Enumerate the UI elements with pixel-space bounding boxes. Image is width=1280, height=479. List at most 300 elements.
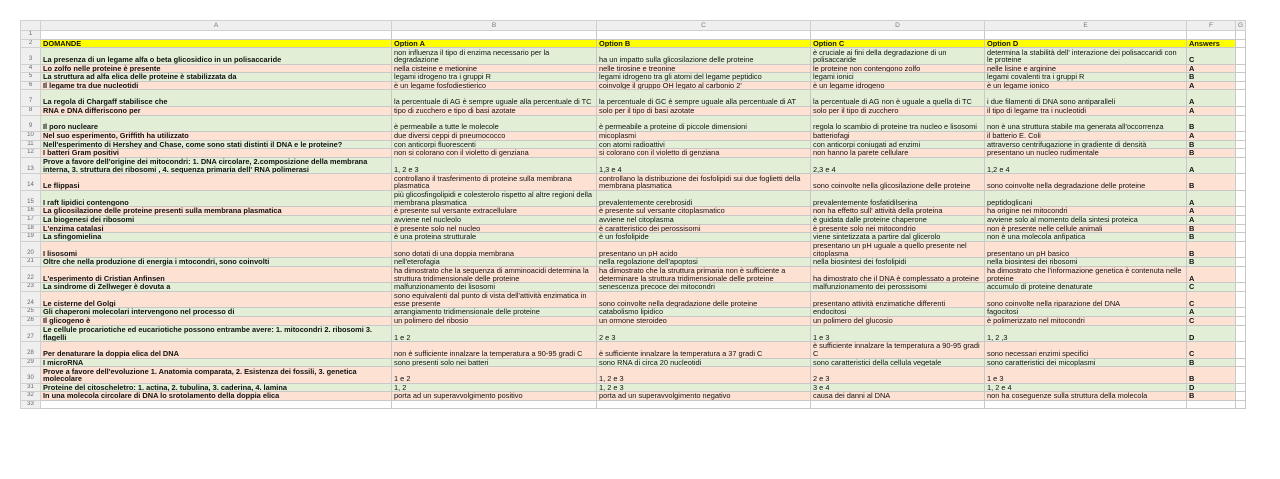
question-cell[interactable]: Le flippasi bbox=[41, 174, 392, 191]
option-d-cell[interactable]: è polimerizzato nel mitocondri bbox=[985, 317, 1187, 326]
option-c-cell[interactable]: un polimero del glucosio bbox=[811, 317, 985, 326]
cell[interactable] bbox=[1236, 115, 1246, 132]
cell[interactable] bbox=[1236, 149, 1246, 158]
question-cell[interactable]: Prove a favore dell'evoluzione 1. Anatomia comparata, 2. Esistenza dei fossili, 3. genetica molecolare bbox=[41, 367, 392, 384]
option-d-cell[interactable]: fagocitosi bbox=[985, 308, 1187, 317]
answer-cell[interactable]: D bbox=[1187, 383, 1236, 392]
option-b-cell[interactable]: coinvolge il gruppo OH legato al carbonio 2' bbox=[597, 81, 811, 90]
option-a-cell[interactable]: sono dotati di una doppia membrana bbox=[392, 241, 597, 258]
option-c-cell[interactable]: presentano un pH uguale a quello presente nel citoplasma bbox=[811, 241, 985, 258]
column-header-f[interactable]: F bbox=[1187, 21, 1236, 31]
option-b-cell[interactable]: si colorano con il violetto di genziana bbox=[597, 149, 811, 158]
cell[interactable] bbox=[392, 31, 597, 40]
option-d-cell[interactable]: 1, 2 e 4 bbox=[985, 383, 1187, 392]
answer-cell[interactable]: A bbox=[1187, 207, 1236, 216]
option-d-cell[interactable]: nella biosintesi dei ribosomi bbox=[985, 258, 1187, 267]
row-number[interactable]: 16 bbox=[21, 207, 41, 216]
option-b-cell[interactable]: 1,3 e 4 bbox=[597, 157, 811, 174]
option-d-cell[interactable]: legami covalenti tra i gruppi R bbox=[985, 73, 1187, 82]
table-row bbox=[21, 317, 1246, 326]
option-b-cell[interactable]: avviene nel citoplasma bbox=[597, 215, 811, 224]
question-cell[interactable]: Nel suo esperimento, Griffith ha utilizzato bbox=[41, 132, 392, 141]
table-row bbox=[21, 157, 1246, 174]
cell[interactable] bbox=[811, 400, 985, 409]
row-number[interactable]: 8 bbox=[21, 106, 41, 115]
option-b-cell[interactable]: legami idrogeno tra gli atomi del legame peptidico bbox=[597, 73, 811, 82]
row-number[interactable]: 11 bbox=[21, 140, 41, 149]
option-d-cell[interactable]: sono coinvolte nella riparazione del DNA bbox=[985, 291, 1187, 308]
option-d-cell[interactable]: sono necessari enzimi specifici bbox=[985, 342, 1187, 359]
question-cell[interactable]: Nell'esperimento di Hershey and Chase, come sono stati distinti il DNA e le proteine? bbox=[41, 140, 392, 149]
table-row bbox=[21, 400, 1246, 409]
option-b-cell[interactable]: sono coinvolte nella degradazione delle proteine bbox=[597, 291, 811, 308]
option-a-cell[interactable]: avviene nel nucleolo bbox=[392, 215, 597, 224]
cell[interactable] bbox=[1236, 325, 1246, 342]
cell[interactable] bbox=[41, 31, 392, 40]
option-d-cell[interactable]: peptidoglicani bbox=[985, 190, 1187, 207]
question-cell[interactable]: La presenza di un legame alfa o beta glicosidico in un polisaccaride bbox=[41, 48, 392, 65]
option-d-cell[interactable]: ha origine nei mitocondri bbox=[985, 207, 1187, 216]
question-cell[interactable]: La struttura ad alfa elica delle proteine è stabilizzata da bbox=[41, 73, 392, 82]
option-a-cell[interactable]: arrangiamento tridimensionale delle proteine bbox=[392, 308, 597, 317]
column-header-c[interactable]: C bbox=[597, 21, 811, 31]
cell[interactable] bbox=[1236, 383, 1246, 392]
option-a-cell[interactable]: 1 e 2 bbox=[392, 367, 597, 384]
answer-cell[interactable]: C bbox=[1187, 342, 1236, 359]
option-a-cell[interactable]: 1, 2 bbox=[392, 383, 597, 392]
table-row bbox=[21, 207, 1246, 216]
cell[interactable] bbox=[1236, 400, 1246, 409]
cell[interactable] bbox=[1236, 241, 1246, 258]
option-a-cell[interactable]: tipo di zucchero e tipo di basi azotate bbox=[392, 106, 597, 115]
option-a-cell[interactable]: controllano il trasferimento di proteine sulla membrana plasmatica bbox=[392, 174, 597, 191]
answer-cell[interactable]: A bbox=[1187, 64, 1236, 73]
row-number[interactable]: 24 bbox=[21, 291, 41, 308]
answer-cell[interactable]: B bbox=[1187, 233, 1236, 242]
cell[interactable] bbox=[1236, 140, 1246, 149]
cell[interactable] bbox=[1236, 157, 1246, 174]
option-c-cell[interactable]: presentano attività enzimatiche differenti bbox=[811, 291, 985, 308]
cell[interactable] bbox=[1236, 39, 1246, 48]
option-c-cell[interactable]: causa dei danni al DNA bbox=[811, 392, 985, 401]
option-c-cell[interactable]: è un legame idrogeno bbox=[811, 81, 985, 90]
row-number[interactable]: 25 bbox=[21, 308, 41, 317]
table-row bbox=[21, 174, 1246, 191]
option-c-cell[interactable]: è guidata dalle proteine chaperone bbox=[811, 215, 985, 224]
row-number[interactable]: 13 bbox=[21, 157, 41, 174]
answer-cell[interactable]: D bbox=[1187, 325, 1236, 342]
option-c-cell[interactable]: ha dimostrato che il DNA è complessato a proteine bbox=[811, 266, 985, 283]
row-number[interactable]: 27 bbox=[21, 325, 41, 342]
cell[interactable] bbox=[985, 400, 1187, 409]
cell[interactable] bbox=[1236, 392, 1246, 401]
cell[interactable] bbox=[392, 400, 597, 409]
option-a-cell[interactable]: 1 e 2 bbox=[392, 325, 597, 342]
table-row bbox=[21, 241, 1246, 258]
question-cell[interactable]: Il glicogeno è bbox=[41, 317, 392, 326]
table-row bbox=[21, 392, 1246, 401]
answer-cell[interactable]: B bbox=[1187, 224, 1236, 233]
cell[interactable] bbox=[1236, 233, 1246, 242]
question-cell[interactable]: La regola di Chargaff stabilisce che bbox=[41, 90, 392, 107]
header-option-c-cell[interactable]: Option C bbox=[811, 39, 985, 48]
row-number[interactable]: 17 bbox=[21, 215, 41, 224]
option-d-cell[interactable]: è un legame ionico bbox=[985, 81, 1187, 90]
question-cell[interactable]: I raft lipidici contengono bbox=[41, 190, 392, 207]
row-number[interactable]: 33 bbox=[21, 400, 41, 409]
option-d-cell[interactable]: 1, 2 ,3 bbox=[985, 325, 1187, 342]
table-row bbox=[21, 81, 1246, 90]
option-b-cell[interactable]: un ormone steroideo bbox=[597, 317, 811, 326]
question-cell[interactable]: Proteine del citoscheletro: 1. actina, 2. tubulina, 3. caderina, 4. lamina bbox=[41, 383, 392, 392]
cell[interactable] bbox=[1236, 283, 1246, 292]
option-c-cell[interactable]: sono coinvolte nella glicosilazione delle proteine bbox=[811, 174, 985, 191]
option-b-cell[interactable]: porta ad un superavvolgimento negativo bbox=[597, 392, 811, 401]
option-b-cell[interactable]: catabolismo lipidico bbox=[597, 308, 811, 317]
cell[interactable] bbox=[985, 31, 1187, 40]
cell[interactable] bbox=[1236, 207, 1246, 216]
option-b-cell[interactable]: nelle tirosine e treonine bbox=[597, 64, 811, 73]
cell[interactable] bbox=[1187, 400, 1236, 409]
cell[interactable] bbox=[1236, 190, 1246, 207]
cell[interactable] bbox=[1236, 64, 1246, 73]
option-c-cell[interactable]: sono caratteristici della cellula vegetale bbox=[811, 358, 985, 367]
option-d-cell[interactable]: ha dimostrato che l'informazione genetica è contenuta nelle proteine bbox=[985, 266, 1187, 283]
option-b-cell[interactable]: è presente sul versante citoplasmatico bbox=[597, 207, 811, 216]
row-number[interactable]: 30 bbox=[21, 367, 41, 384]
cell[interactable] bbox=[1236, 224, 1246, 233]
header-option-d-cell[interactable]: Option D bbox=[985, 39, 1187, 48]
option-c-cell[interactable]: viene sintetizzata a partire dal glicerolo bbox=[811, 233, 985, 242]
table-row bbox=[21, 367, 1246, 384]
cell[interactable] bbox=[41, 400, 392, 409]
option-b-cell[interactable]: la percentuale di GC è sempre uguale alla percentuale di AT bbox=[597, 90, 811, 107]
table-row bbox=[21, 73, 1246, 82]
row-number[interactable]: 1 bbox=[21, 31, 41, 40]
row-number[interactable]: 4 bbox=[21, 64, 41, 73]
row-number[interactable]: 10 bbox=[21, 132, 41, 141]
option-b-cell[interactable]: 1, 2 e 3 bbox=[597, 367, 811, 384]
cell[interactable] bbox=[597, 31, 811, 40]
table-row bbox=[21, 149, 1246, 158]
question-cell[interactable]: Per denaturare la doppia elica del DNA bbox=[41, 342, 392, 359]
table-row bbox=[21, 106, 1246, 115]
column-header-g[interactable]: G bbox=[1236, 21, 1246, 31]
option-c-cell[interactable]: è cruciale ai fini della degradazione di un polisaccaride bbox=[811, 48, 985, 65]
option-c-cell[interactable]: 1 e 3 bbox=[811, 325, 985, 342]
option-c-cell[interactable]: non ha effetto sull' attività della proteina bbox=[811, 207, 985, 216]
option-a-cell[interactable]: la percentuale di AG è sempre uguale alla percentuale di TC bbox=[392, 90, 597, 107]
option-a-cell[interactable]: più glicosfingolipidi e colesterolo rispetto al altre regioni della membrana plasmatica bbox=[392, 190, 597, 207]
option-a-cell[interactable]: non influenza il tipo di enzima necessario per la degradazione bbox=[392, 48, 597, 65]
option-c-cell[interactable]: con anticorpi coniugati ad enzimi bbox=[811, 140, 985, 149]
table-row bbox=[21, 64, 1246, 73]
row-number[interactable]: 23 bbox=[21, 283, 41, 292]
option-d-cell[interactable]: non è presente nelle cellule animali bbox=[985, 224, 1187, 233]
question-cell[interactable]: I batteri Gram positivi bbox=[41, 149, 392, 158]
table-row bbox=[21, 358, 1246, 367]
header-option-b-cell[interactable]: Option B bbox=[597, 39, 811, 48]
option-d-cell[interactable]: presentano un nucleo rudimentale bbox=[985, 149, 1187, 158]
cell[interactable] bbox=[1236, 81, 1246, 90]
answer-cell[interactable]: C bbox=[1187, 317, 1236, 326]
option-b-cell[interactable]: 2 e 3 bbox=[597, 325, 811, 342]
cell[interactable] bbox=[1236, 215, 1246, 224]
option-a-cell[interactable]: due diversi ceppi di pneumococco bbox=[392, 132, 597, 141]
option-c-cell[interactable]: batteriofagi bbox=[811, 132, 985, 141]
question-cell[interactable]: Il poro nucleare bbox=[41, 115, 392, 132]
answer-cell[interactable]: C bbox=[1187, 283, 1236, 292]
option-c-cell[interactable]: prevalentemente fosfatidilserina bbox=[811, 190, 985, 207]
answer-cell[interactable]: C bbox=[1187, 291, 1236, 308]
answer-cell[interactable]: B bbox=[1187, 258, 1236, 267]
row-number[interactable]: 32 bbox=[21, 392, 41, 401]
column-header-e[interactable]: E bbox=[985, 21, 1187, 31]
cell[interactable] bbox=[1236, 308, 1246, 317]
column-header-row bbox=[21, 21, 1246, 31]
answer-cell[interactable]: B bbox=[1187, 140, 1236, 149]
answer-cell[interactable]: C bbox=[1187, 48, 1236, 65]
option-d-cell[interactable]: presentano un pH basico bbox=[985, 241, 1187, 258]
option-b-cell[interactable]: prevalentemente cerebrosidi bbox=[597, 190, 811, 207]
option-b-cell[interactable]: ha un impatto sulla glicosilazione delle proteine bbox=[597, 48, 811, 65]
option-b-cell[interactable]: nella regolazione dell'apoptosi bbox=[597, 258, 811, 267]
option-a-cell[interactable]: nell'eterofagia bbox=[392, 258, 597, 267]
answer-cell[interactable]: B bbox=[1187, 73, 1236, 82]
option-a-cell[interactable]: con anticorpi fluorescenti bbox=[392, 140, 597, 149]
question-cell[interactable]: La biogenesi dei ribosomi bbox=[41, 215, 392, 224]
select-all-corner[interactable] bbox=[21, 21, 41, 31]
header-row bbox=[21, 39, 1246, 48]
column-header-d[interactable]: D bbox=[811, 21, 985, 31]
cell[interactable] bbox=[1236, 291, 1246, 308]
option-a-cell[interactable]: sono equivalenti dal punto di vista dell'attività enzimatica in esse presente bbox=[392, 291, 597, 308]
row-number[interactable]: 28 bbox=[21, 342, 41, 359]
question-cell[interactable]: L'enzima catalasi bbox=[41, 224, 392, 233]
row-number[interactable]: 18 bbox=[21, 224, 41, 233]
option-b-cell[interactable]: 1, 2 e 3 bbox=[597, 383, 811, 392]
option-c-cell[interactable]: solo per il tipo di zucchero bbox=[811, 106, 985, 115]
spreadsheet-grid[interactable] bbox=[20, 20, 1246, 409]
option-d-cell[interactable]: accumulo di proteine denaturate bbox=[985, 283, 1187, 292]
answer-cell[interactable]: B bbox=[1187, 115, 1236, 132]
option-d-cell[interactable]: 1 e 3 bbox=[985, 367, 1187, 384]
option-c-cell[interactable]: regola lo scambio di proteine tra nucleo e lisosomi bbox=[811, 115, 985, 132]
table-row bbox=[21, 266, 1246, 283]
question-cell[interactable]: Oltre che nella produzione di energia i mtocondri, sono coinvolti bbox=[41, 258, 392, 267]
answer-cell[interactable]: A bbox=[1187, 190, 1236, 207]
table-row bbox=[21, 291, 1246, 308]
answer-cell[interactable]: B bbox=[1187, 358, 1236, 367]
option-b-cell[interactable]: presentano un pH acido bbox=[597, 241, 811, 258]
cell[interactable] bbox=[597, 400, 811, 409]
answer-cell[interactable]: A bbox=[1187, 157, 1236, 174]
option-a-cell[interactable]: nella cisteine e metionine bbox=[392, 64, 597, 73]
option-a-cell[interactable]: legami idrogeno tra i gruppi R bbox=[392, 73, 597, 82]
option-d-cell[interactable]: il tipo di legame tra i nucleotidi bbox=[985, 106, 1187, 115]
option-a-cell[interactable]: è presente solo nel nucleo bbox=[392, 224, 597, 233]
question-cell[interactable]: RNA e DNA differiscono per bbox=[41, 106, 392, 115]
row-number[interactable]: 9 bbox=[21, 115, 41, 132]
question-cell[interactable]: La sfingomielina bbox=[41, 233, 392, 242]
cell[interactable] bbox=[1236, 358, 1246, 367]
option-a-cell[interactable]: non si colorano con il violetto di genziana bbox=[392, 149, 597, 158]
table-row bbox=[21, 115, 1246, 132]
answer-cell[interactable]: A bbox=[1187, 266, 1236, 283]
option-d-cell[interactable]: determina la stabilità dell' interazione dei polisaccaridi con le proteine bbox=[985, 48, 1187, 65]
option-a-cell[interactable]: è presente sul versante extracellulare bbox=[392, 207, 597, 216]
row-number[interactable]: 5 bbox=[21, 73, 41, 82]
option-d-cell[interactable]: nelle lisine e arginine bbox=[985, 64, 1187, 73]
header-option-a-cell[interactable]: Option A bbox=[392, 39, 597, 48]
question-cell[interactable]: La glicosilazione delle proteine presenti sulla membrana plasmatica bbox=[41, 207, 392, 216]
option-c-cell[interactable]: legami ionici bbox=[811, 73, 985, 82]
option-c-cell[interactable]: la percentuale di AG non è uguale a quella di TC bbox=[811, 90, 985, 107]
row-number[interactable]: 15 bbox=[21, 190, 41, 207]
cell[interactable] bbox=[1236, 367, 1246, 384]
option-c-cell[interactable]: endocitosi bbox=[811, 308, 985, 317]
option-c-cell[interactable]: 2,3 e 4 bbox=[811, 157, 985, 174]
cell[interactable] bbox=[1236, 266, 1246, 283]
header-question-cell[interactable]: DOMANDE bbox=[41, 39, 392, 48]
table-row bbox=[21, 342, 1246, 359]
cell[interactable] bbox=[1187, 31, 1236, 40]
question-cell[interactable]: Gli chaperoni molecolari intervengono nel processo di bbox=[41, 308, 392, 317]
cell[interactable] bbox=[1236, 258, 1246, 267]
answer-cell[interactable]: A bbox=[1187, 81, 1236, 90]
question-cell[interactable]: Le cellule procariotiche ed eucariotiche possono entrambe avere: 1. mitocondri 2. ribosomi 3. flagelli bbox=[41, 325, 392, 342]
row-number[interactable]: 20 bbox=[21, 241, 41, 258]
option-a-cell[interactable]: un polimero del ribosio bbox=[392, 317, 597, 326]
option-a-cell[interactable]: ha dimostrato che la sequenza di amminoacidi determina la struttura tridimensionale delle proteine bbox=[392, 266, 597, 283]
cell[interactable] bbox=[1236, 73, 1246, 82]
cell[interactable] bbox=[1236, 342, 1246, 359]
answer-cell[interactable]: B bbox=[1187, 149, 1236, 158]
table-row bbox=[21, 215, 1246, 224]
table-row bbox=[21, 308, 1246, 317]
option-b-cell[interactable]: solo per il tipo di basi azotate bbox=[597, 106, 811, 115]
row-number[interactable]: 14 bbox=[21, 174, 41, 191]
answer-cell[interactable]: B bbox=[1187, 367, 1236, 384]
question-cell[interactable]: Lo zolfo nelle proteine è presente bbox=[41, 64, 392, 73]
row-number[interactable]: 3 bbox=[21, 48, 41, 65]
option-d-cell[interactable]: 1,2 e 4 bbox=[985, 157, 1187, 174]
cell[interactable] bbox=[1236, 106, 1246, 115]
row-number[interactable]: 12 bbox=[21, 149, 41, 158]
answer-cell[interactable]: B bbox=[1187, 241, 1236, 258]
option-b-cell[interactable]: sono RNA di circa 20 nucleotidi bbox=[597, 358, 811, 367]
option-c-cell[interactable]: è presente solo nei mitocondrio bbox=[811, 224, 985, 233]
row-number[interactable]: 2 bbox=[21, 39, 41, 48]
option-c-cell[interactable]: 3 e 4 bbox=[811, 383, 985, 392]
table-row bbox=[21, 224, 1246, 233]
cell[interactable] bbox=[1236, 174, 1246, 191]
answer-cell[interactable]: A bbox=[1187, 106, 1236, 115]
row-number[interactable]: 7 bbox=[21, 90, 41, 107]
column-header-a[interactable]: A bbox=[41, 21, 392, 31]
question-cell[interactable]: Le cisterne del Golgi bbox=[41, 291, 392, 308]
option-b-cell[interactable]: controllano la distribuzione dei fosfolipidi sui due foglietti della membrana plasmatica bbox=[597, 174, 811, 191]
row-number[interactable]: 21 bbox=[21, 258, 41, 267]
question-cell[interactable]: Prove a favore dell'origine dei mitocondri: 1. DNA circolare, 2.composizione della membrana interna, 3. struttura dei ribosomi , 4. sequenza primaria dell' RNA polimerasi bbox=[41, 157, 392, 174]
row-number[interactable]: 22 bbox=[21, 266, 41, 283]
option-d-cell[interactable]: non è una molecola anfipatica bbox=[985, 233, 1187, 242]
header-answers-cell[interactable]: Answers bbox=[1187, 39, 1236, 48]
row-number[interactable]: 26 bbox=[21, 317, 41, 326]
cell[interactable] bbox=[1236, 48, 1246, 65]
cell[interactable] bbox=[811, 31, 985, 40]
option-d-cell[interactable]: avviene solo al momento della sintesi proteica bbox=[985, 215, 1187, 224]
option-d-cell[interactable]: non è una struttura stabile ma generata all'occorrenza bbox=[985, 115, 1187, 132]
option-d-cell[interactable]: attraverso centrifugazione in gradiente di densità bbox=[985, 140, 1187, 149]
table-row bbox=[21, 48, 1246, 65]
option-c-cell[interactable]: è sufficiente innalzare la temperatura a 90-95 gradi C bbox=[811, 342, 985, 359]
option-c-cell[interactable]: nella biosintesi dei fosfolipidi bbox=[811, 258, 985, 267]
answer-cell[interactable]: A bbox=[1187, 132, 1236, 141]
option-b-cell[interactable]: è caratteristico dei perossisomi bbox=[597, 224, 811, 233]
answer-cell[interactable]: A bbox=[1187, 90, 1236, 107]
option-d-cell[interactable]: il batterio E. Coli bbox=[985, 132, 1187, 141]
table-row bbox=[21, 383, 1246, 392]
option-b-cell[interactable]: micoplasmi bbox=[597, 132, 811, 141]
answer-cell[interactable]: A bbox=[1187, 215, 1236, 224]
option-c-cell[interactable]: le proteine non contengono zolfo bbox=[811, 64, 985, 73]
table-row bbox=[21, 233, 1246, 242]
option-b-cell[interactable]: è sufficiente innalzare la temperatura a 37 gradi C bbox=[597, 342, 811, 359]
question-cell[interactable]: Il legame tra due nucleotidi bbox=[41, 81, 392, 90]
option-b-cell[interactable]: senescenza precoce dei mitocondri bbox=[597, 283, 811, 292]
answer-cell[interactable]: A bbox=[1187, 308, 1236, 317]
row-number[interactable]: 29 bbox=[21, 358, 41, 367]
column-header-b[interactable]: B bbox=[392, 21, 597, 31]
option-b-cell[interactable]: con atomi radioattivi bbox=[597, 140, 811, 149]
option-a-cell[interactable]: malfunzionamento dei lisosomi bbox=[392, 283, 597, 292]
option-a-cell[interactable]: è permeabile a tutte le molecole bbox=[392, 115, 597, 132]
cell[interactable] bbox=[1236, 90, 1246, 107]
question-cell[interactable]: L'esperimento di Cristian Anfinsen bbox=[41, 266, 392, 283]
question-cell[interactable]: I microRNA bbox=[41, 358, 392, 367]
option-b-cell[interactable]: è un fosfolipide bbox=[597, 233, 811, 242]
question-cell[interactable]: I lisosomi bbox=[41, 241, 392, 258]
option-d-cell[interactable]: non ha coseguenze sulla struttura della molecola bbox=[985, 392, 1187, 401]
question-cell[interactable]: In una molecola circolare di DNA lo srotolamento della doppia elica bbox=[41, 392, 392, 401]
option-d-cell[interactable]: sono coinvolte nella degradazione delle proteine bbox=[985, 174, 1187, 191]
option-c-cell[interactable]: malfunzionamento dei perossisomi bbox=[811, 283, 985, 292]
table-row bbox=[21, 190, 1246, 207]
row-number[interactable]: 31 bbox=[21, 383, 41, 392]
option-d-cell[interactable]: i due filamenti di DNA sono antiparalleli bbox=[985, 90, 1187, 107]
option-a-cell[interactable]: è un legame fosfodiestierico bbox=[392, 81, 597, 90]
option-a-cell[interactable]: sono presenti solo nei batteri bbox=[392, 358, 597, 367]
question-cell[interactable]: La sindrome di Zellweger è dovuta a bbox=[41, 283, 392, 292]
option-b-cell[interactable]: è permeabile a proteine di piccole dimensioni bbox=[597, 115, 811, 132]
cell[interactable] bbox=[1236, 317, 1246, 326]
cell[interactable] bbox=[1236, 31, 1246, 40]
option-d-cell[interactable]: sono caratteristici dei micoplasmi bbox=[985, 358, 1187, 367]
option-a-cell[interactable]: porta ad un superavvolgimento positivo bbox=[392, 392, 597, 401]
row-number[interactable]: 6 bbox=[21, 81, 41, 90]
row-number[interactable]: 19 bbox=[21, 233, 41, 242]
option-b-cell[interactable]: ha dimostrato che la struttura primaria non è sufficiente a determinare la struttura tridimensionale delle proteine bbox=[597, 266, 811, 283]
option-a-cell[interactable]: 1, 2 e 3 bbox=[392, 157, 597, 174]
option-c-cell[interactable]: non hanno la parete cellulare bbox=[811, 149, 985, 158]
option-a-cell[interactable]: è una proteina strutturale bbox=[392, 233, 597, 242]
cell[interactable] bbox=[1236, 132, 1246, 141]
answer-cell[interactable]: B bbox=[1187, 392, 1236, 401]
answer-cell[interactable]: B bbox=[1187, 174, 1236, 191]
option-c-cell[interactable]: 2 e 3 bbox=[811, 367, 985, 384]
option-a-cell[interactable]: non è sufficiente innalzare la temperatura a 90-95 gradi C bbox=[392, 342, 597, 359]
